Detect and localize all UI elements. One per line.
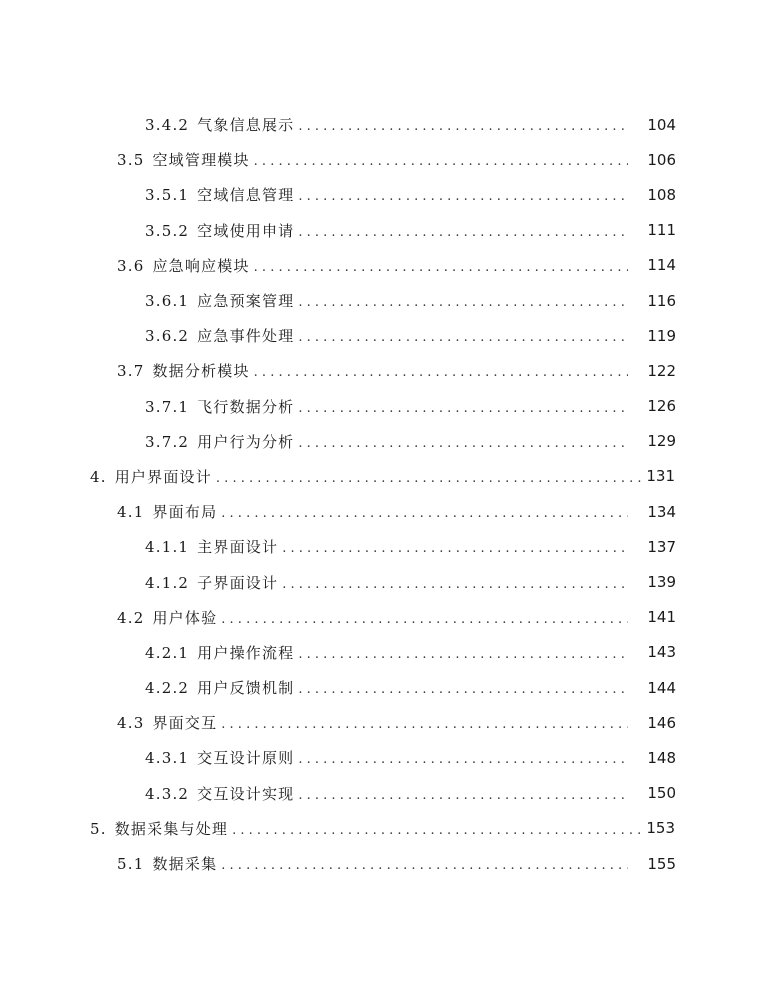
toc-entry[interactable] [0, 424, 765, 459]
toc-page-number: 122 [647, 361, 676, 380]
toc-entry-title [117, 853, 217, 874]
toc-entry-number: 3.7 [117, 362, 145, 381]
toc-entry-number: 3.5 [117, 151, 145, 170]
toc-page-number: 104 [647, 115, 676, 134]
toc-entry-number: 3.7.1 [145, 397, 190, 416]
toc-dot-leader [298, 295, 628, 310]
toc-page-number: 144 [647, 678, 676, 697]
toc-entry-title [145, 396, 294, 417]
toc-entry-number: 4.1.2 [145, 573, 190, 592]
toc-entry[interactable] [0, 529, 765, 564]
toc-entry-text: 交互设计实现 [197, 784, 295, 803]
toc-entry-title [117, 255, 250, 276]
toc-entry-text: 应急事件处理 [197, 327, 295, 346]
toc-entry-number: 4.3.1 [145, 749, 190, 768]
toc-dot-leader [254, 365, 628, 380]
toc-entry-text: 用户反馈机制 [197, 679, 295, 698]
toc-entry-title [145, 642, 294, 663]
toc-entry-title [117, 712, 217, 733]
toc-entry[interactable] [0, 142, 765, 177]
toc-entry[interactable] [0, 494, 765, 529]
toc-page-number: 148 [647, 748, 676, 767]
toc-entry[interactable] [0, 635, 765, 670]
toc-entry[interactable] [0, 846, 765, 881]
toc-entry[interactable] [0, 670, 765, 705]
toc-entry-text: 用户界面设计 [114, 467, 212, 486]
toc-page-number: 155 [647, 854, 676, 873]
toc-entry-text: 子界面设计 [197, 573, 279, 592]
toc-page-number: 139 [647, 573, 676, 592]
toc-entry-title [145, 290, 294, 311]
toc-entry-number: 5.1 [117, 855, 145, 874]
toc-entry-title [145, 572, 278, 593]
toc-dot-leader [282, 577, 628, 592]
toc-page-number: 111 [647, 221, 676, 240]
toc-entry[interactable] [0, 459, 765, 494]
toc-dot-leader [298, 119, 628, 134]
toc-entry-number: 3.5.2 [145, 221, 190, 240]
toc-dot-leader [298, 225, 628, 240]
toc-entry-text: 用户操作流程 [197, 643, 295, 662]
toc-entry-text: 主界面设计 [197, 538, 279, 557]
toc-entry-number: 3.4.2 [145, 116, 190, 135]
toc-entry-title [117, 501, 217, 522]
toc-entry-text: 应急响应模块 [152, 256, 250, 275]
toc-page-number: 134 [647, 502, 676, 521]
toc-dot-leader [216, 471, 641, 486]
toc-entry-text: 数据采集与处理 [114, 819, 229, 838]
toc-entry-title [145, 536, 278, 557]
toc-entry-text: 数据采集 [152, 855, 218, 874]
toc-entry-title [145, 747, 294, 768]
toc-entry-title [145, 325, 294, 346]
toc-page-number: 141 [647, 608, 676, 627]
toc-entry[interactable] [0, 248, 765, 283]
toc-entry-text: 界面交互 [152, 714, 218, 733]
toc-dot-leader [298, 682, 628, 697]
toc-entry-text: 气象信息展示 [197, 116, 295, 135]
toc-entry-title [145, 184, 294, 205]
toc-page-number: 137 [647, 537, 676, 556]
toc-page-number: 150 [647, 784, 676, 803]
toc-dot-leader [254, 260, 628, 275]
toc-entry-title [90, 818, 228, 839]
toc-dot-leader [221, 612, 628, 627]
toc-entry-number: 3.5.1 [145, 186, 190, 205]
toc-page-number: 153 [646, 819, 675, 838]
toc-entry-title [145, 220, 294, 241]
toc-dot-leader [254, 154, 628, 169]
toc-dot-leader [298, 189, 628, 204]
toc-page-number: 146 [647, 713, 676, 732]
toc-entry-number: 4. [90, 467, 107, 486]
toc-dot-leader [282, 541, 628, 556]
toc-dot-leader [298, 401, 628, 416]
toc-entry-number: 5. [90, 819, 107, 838]
toc-entry-text: 用户行为分析 [197, 432, 295, 451]
toc-dot-leader [221, 858, 628, 873]
toc-entry[interactable] [0, 600, 765, 635]
toc-entry[interactable] [0, 107, 765, 142]
toc-entry[interactable] [0, 177, 765, 212]
toc-entry-text: 用户体验 [152, 608, 218, 627]
toc-entry-text: 空域信息管理 [197, 186, 295, 205]
toc-dot-leader [298, 436, 628, 451]
toc-entry-number: 4.2 [117, 608, 145, 627]
toc-entry-number: 4.2.2 [145, 679, 190, 698]
toc-entry-title [117, 149, 250, 170]
toc-dot-leader [298, 788, 628, 803]
toc-entry[interactable] [0, 318, 765, 353]
toc-entry-title [145, 783, 294, 804]
table-of-contents [0, 107, 765, 881]
toc-entry-number: 4.1 [117, 503, 145, 522]
toc-entry-text: 空域使用申请 [197, 221, 295, 240]
toc-dot-leader [221, 717, 628, 732]
toc-entry-number: 3.6 [117, 256, 145, 275]
toc-entry-number: 3.6.2 [145, 327, 190, 346]
toc-entry-text: 界面布局 [152, 503, 218, 522]
toc-entry[interactable] [0, 705, 765, 740]
toc-entry[interactable] [0, 564, 765, 599]
toc-entry[interactable] [0, 213, 765, 248]
toc-entry-text: 交互设计原则 [197, 749, 295, 768]
toc-entry-title [90, 466, 212, 487]
toc-entry-title [117, 607, 217, 628]
toc-dot-leader [298, 330, 628, 345]
toc-entry[interactable] [0, 776, 765, 811]
toc-page-number: 108 [647, 185, 676, 204]
toc-dot-leader [232, 823, 641, 838]
toc-entry-number: 3.7.2 [145, 432, 190, 451]
toc-page-number: 106 [647, 150, 676, 169]
toc-page-number: 119 [647, 326, 676, 345]
toc-entry-title [145, 677, 294, 698]
toc-page-number: 131 [646, 467, 675, 486]
toc-dot-leader [221, 506, 628, 521]
toc-entry[interactable] [0, 353, 765, 388]
toc-page-number: 143 [647, 643, 676, 662]
toc-entry[interactable] [0, 740, 765, 775]
toc-entry-title [145, 114, 294, 135]
toc-entry[interactable] [0, 811, 765, 846]
toc-entry-number: 4.3.2 [145, 784, 190, 803]
toc-entry-text: 应急预案管理 [197, 292, 295, 311]
toc-page-number: 129 [647, 432, 676, 451]
toc-entry[interactable] [0, 283, 765, 318]
toc-entry-number: 4.1.1 [145, 538, 190, 557]
toc-entry-title [145, 431, 294, 452]
toc-entry[interactable] [0, 389, 765, 424]
toc-page-number: 114 [647, 256, 676, 275]
toc-entry-number: 4.2.1 [145, 643, 190, 662]
toc-entry-text: 数据分析模块 [152, 362, 250, 381]
toc-entry-text: 空域管理模块 [152, 151, 250, 170]
toc-entry-title [117, 360, 250, 381]
toc-entry-number: 4.3 [117, 714, 145, 733]
toc-entry-number: 3.6.1 [145, 292, 190, 311]
toc-entry-text: 飞行数据分析 [197, 397, 295, 416]
toc-dot-leader [298, 752, 628, 767]
toc-page-number: 116 [647, 291, 676, 310]
toc-dot-leader [298, 647, 628, 662]
toc-page-number: 126 [647, 397, 676, 416]
